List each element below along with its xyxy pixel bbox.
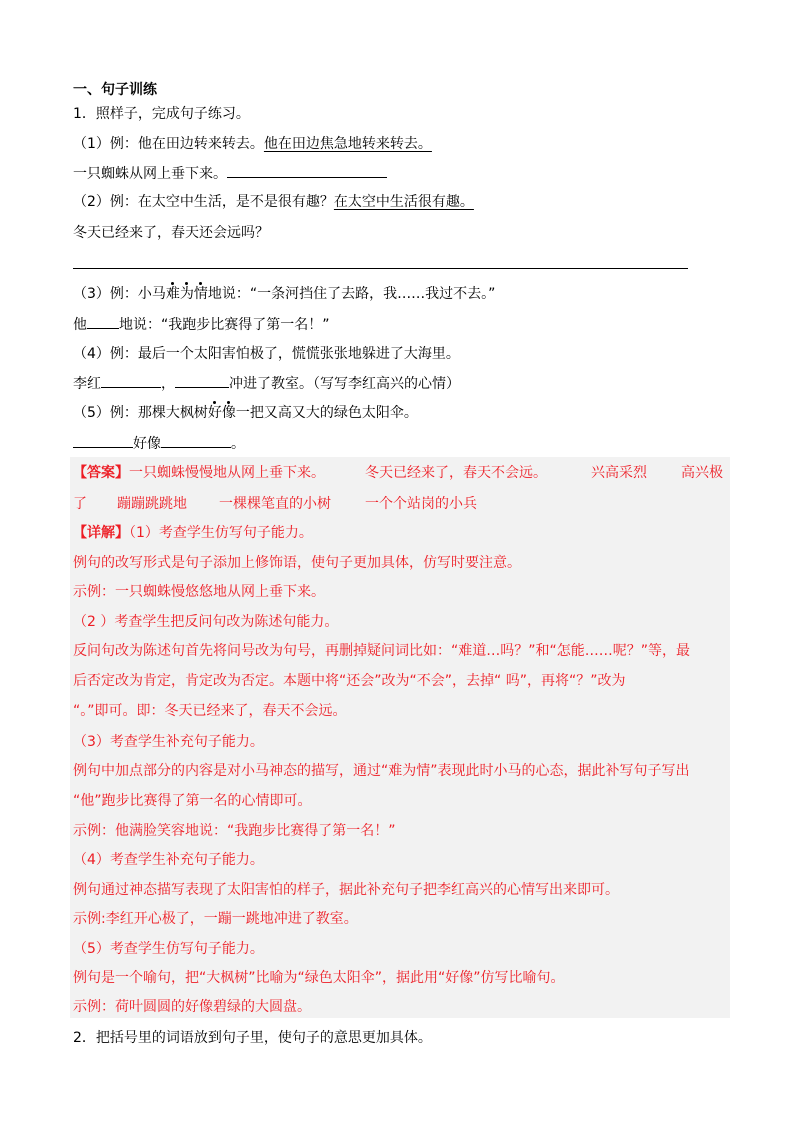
answer-line-1 [73,463,723,483]
detail-line: 例句是一个喻句，把“大枫树”比喻为“绿色太阳伞”，据此用“好像”仿写比喻句。 [73,970,565,986]
q1-part2-example [73,192,474,212]
q1-part1-example-plain: 他在田边转来转去。 [137,136,264,152]
q1-part2-task: 冬天已经来了，春天还会远吗？ [73,225,269,241]
answer-blank[interactable] [87,314,119,329]
answer-item: 冬天已经来了，春天不会远。 [365,465,547,481]
answer-item: 兴高采烈 [591,465,647,481]
answer-blank[interactable] [73,433,133,448]
q1-part2-example-plain: 在太空中生活，是不是很有趣？ [137,194,334,210]
detail-text: （1）考查学生仿写句子能力。 [129,525,313,541]
emphasis-dot-char: 情 [193,286,208,302]
detail-line: （2 ）考查学生把反问句改为陈述句能力。 [73,614,339,630]
emphasis-dot-char: 好 [207,405,222,421]
answer-item: 一只蜘蛛慢慢地从网上垂下来。 [129,465,325,481]
q1-part4-example: （4）例：最后一个太阳害怕极了，慌慌张张地躲进了大海里。 [73,346,460,362]
answer-line[interactable] [73,268,688,269]
detail-line: 示例：荷叶圆圆的好像碧绿的大圆盘。 [73,999,311,1015]
q1-part5-task-end: 。 [231,436,245,452]
answer-item: 一个个站岗的小兵 [365,496,477,512]
answer-blank[interactable] [227,163,387,178]
detail-line: 示例:李红开心极了，一蹦一跳地冲进了教室。 [73,911,358,927]
answer-blank[interactable] [101,373,161,388]
detail-line: “他”跑步比赛得了第一名的心情即可。 [73,793,312,809]
question-1-instruction: 1．照样子，完成句子练习。 [73,106,250,122]
answer-item: 蹦蹦跳跳地 [117,496,187,512]
detail-line: 例句通过神态描写表现了太阳害怕的样子，据此补充句子把李红高兴的心情写出来即可。 [73,882,619,898]
detail-line [73,523,313,543]
section-title: 一、句子训练 [73,82,157,98]
q1-part3-task-post: 地说：“我跑步比赛得了第一名！” [119,317,330,333]
detail-line: 例句中加点部分的内容是对小马神态的描写，通过“难为情”表现此时小马的心态，据此补写句子写出 [73,763,690,779]
answer-blank[interactable] [161,433,231,448]
question-2-instruction: 2．把括号里的词语放到句子里，使句子的意思更加具体。 [73,1030,432,1046]
q1-part4-task-pre: 李红 [73,376,101,392]
q1-part1-example-answer: 他在田边焦急地转来转去。 [263,136,432,152]
emphasis-dot-char: 为 [179,286,194,302]
q1-part1-label: （1）例： [73,136,138,152]
q1-part4-task-post: 冲进了教室。（写写李红高兴的心情） [229,376,460,392]
detail-line: 示例：他满脸笑容地说：“我跑步比赛得了第一名！” [73,823,396,839]
detail-line: “。”即可。即：冬天已经来了，春天不会远。 [73,703,347,719]
emphasis-dot-char: 难 [165,286,180,302]
detail-line: 例句的改写形式是句子添加上修饰语，使句子更加具体，仿写时要注意。 [73,555,521,571]
q1-part5-label: （5）例：那棵大枫树 [73,405,208,421]
q1-part4-task [73,373,460,393]
q1-part2-example-answer: 在太空中生活很有趣。 [333,194,474,210]
answer-item: 了 [73,496,87,512]
answer-line-2 [73,494,477,514]
q1-part1-example [73,134,432,154]
q1-part3-example-rest: 地说：“一条河挡住了去路，我……我过不去。” [207,286,496,302]
q1-part5-task [73,433,245,453]
q1-part5-example [73,403,418,423]
answer-item: 一棵棵笔直的小树 [219,496,331,512]
answer-tag: 【答案】 [73,465,129,481]
detail-line: 反问句改为陈述句首先将问号改为句号，再删掉疑问词比如：“难道…吗？”和“怎能……呢？”等，最 [73,643,691,659]
q1-part3-label: （3）例：小马 [73,286,166,302]
q1-part3-example [73,284,495,304]
emphasis-dot-char: 像 [221,405,236,421]
detail-line: 示例：一只蜘蛛慢悠悠地从网上垂下来。 [73,584,325,600]
answer-blank[interactable] [175,373,229,388]
detail-tag: 【详解】 [73,525,129,541]
q1-part3-task [73,314,330,334]
q1-part4-task-mid: ， [161,376,175,392]
detail-line: 后否定改为肯定，肯定改为否定。本题中将“还会”改为“不会”，去掉“ 吗”，再将“？”改为 [73,673,626,689]
q1-part5-example-rest: 一把又高又大的绿色太阳伞。 [235,405,418,421]
detail-line: （5）考查学生仿写句子能力。 [73,941,264,957]
q1-part2-label: （2）例： [73,194,138,210]
detail-line: （4）考查学生补充句子能力。 [73,852,264,868]
detail-line: （3）考查学生补充句子能力。 [73,734,264,750]
q1-part5-task-mid: 好像 [133,436,161,452]
q1-part1-task [73,163,387,183]
q1-part3-task-pre: 他 [73,317,87,333]
q1-part1-task-text: 一只蜘蛛从网上垂下来。 [73,166,227,182]
answer-item: 高兴极 [681,465,723,481]
